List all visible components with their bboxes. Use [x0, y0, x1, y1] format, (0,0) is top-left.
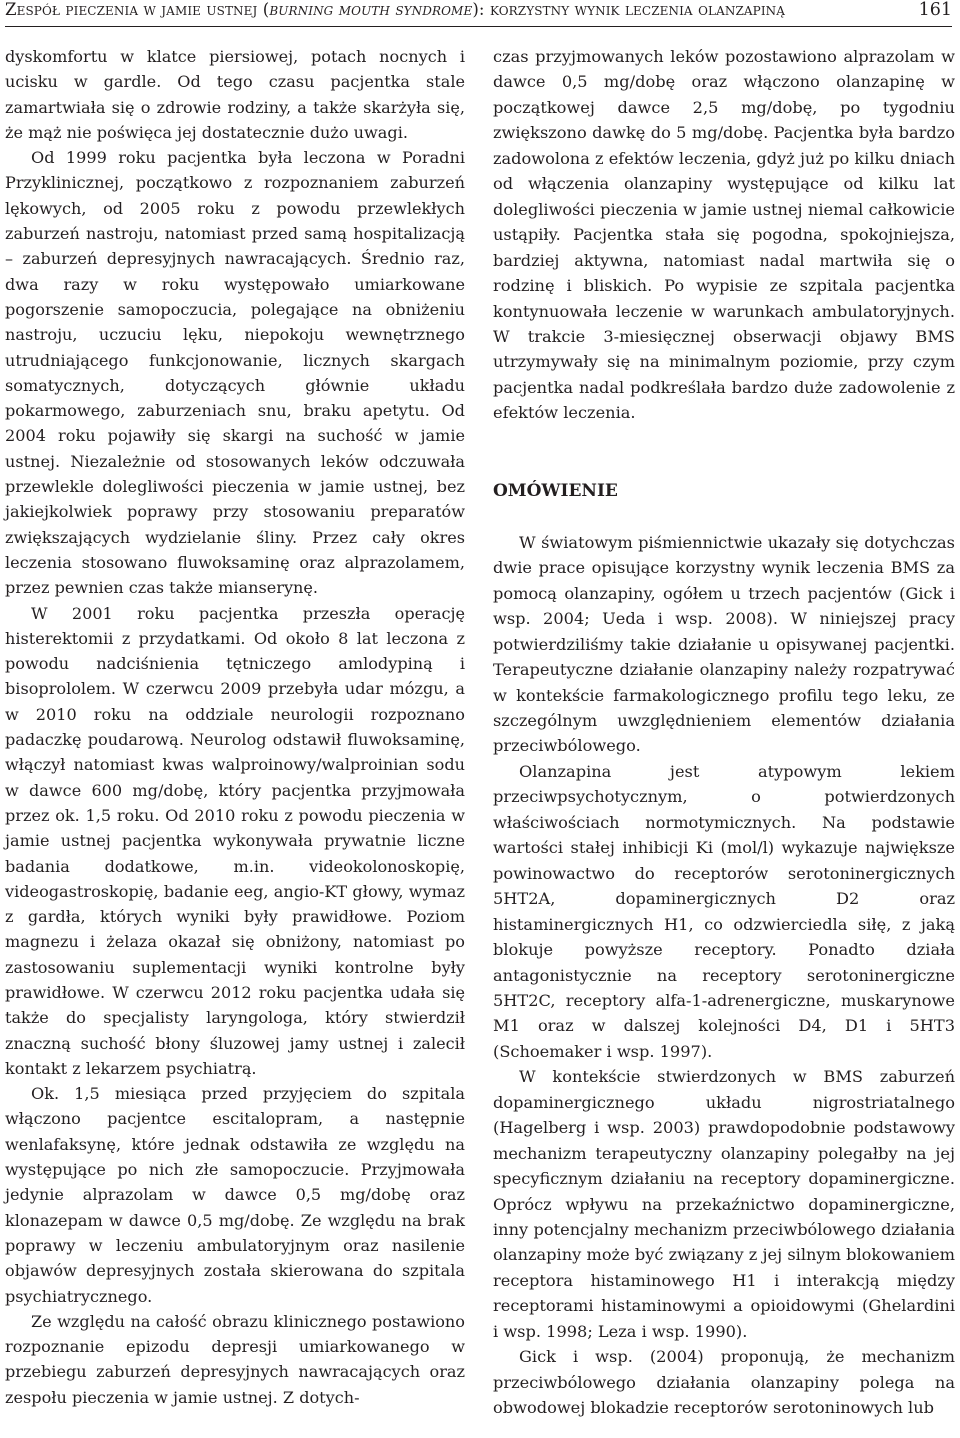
- paragraph: czas przyjmowanych leków pozostawiono alprazolam w dawce 0,5 mg/dobę oraz włączono olanzapinę w początkowej dawce 2,5 mg/dobę, po tygodniu zwiększono dawkę do 5 mg/dobę. Pacjentka była bardzo zadowolona z efektów leczenia, gdyż już po kilku dniach od włączenia olanzapiny występujące od kilku lat dolegliwości pieczenia w jamie ustnej niemal całkowicie ustąpiły. Pacjentka stała się pogodna, spokojniejsza, bardziej aktywna, natomiast nadal martwiła się o rodzinę i bliskich. Po wypisie ze szpitala pacjentka kontynuowała leczenie w warunkach ambulatoryjnych. W trakcie 3-miesięcznej obserwacji objawy BMS utrzymywały się na minimalnym poziomie, przy czym pacjentka nadal podkreślała bardzo duże zadowolenie z efektów leczenia.: [493, 47, 955, 423]
- paragraph: Od 1999 roku pacjentka była leczona w Poradni Przyklinicznej, początkowo z rozpoznaniem zaburzeń lękowych, od 2005 roku z powodu przewlekłych zaburzeń nastroju, natomiast przed samą hospitalizacją – zaburzeń depresyjnych nawracających. Średnio raz, dwa razy w roku występowało umiarkowane pogorszenie samopoczucia, polegające na obniżeniu nastroju, uczuciu lęku, niepokoju wewnętrznego utrudniającego funkcjonowanie, licznych skargach somatycznych, dotyczących głównie układu pokarmowego, zaburzeniach snu, braku apetytu. Od 2004 roku pojawiły się skargi na suchość w jamie ustnej. Niezależnie od stosowanych leków odczuwała przewlekle dolegliwości pieczenia w jamie ustnej, bez jakiejkolwiek poprawy przy stosowaniu preparatów zwiększających wydzielanie śliny. Przez cały okres leczenia stosowano fluwoksaminę oraz alprazolamem, przez pewnien czas także mianserynę.: [5, 148, 465, 598]
- running-header: [5, 0, 952, 27]
- paragraph: Ze względu na całość obrazu klinicznego postawiono rozpoznanie epizodu depresji umiarkowanego w przebiegu zaburzeń depresyjnych nawracających oraz zespołu pieczenia w jamie ustnej. Z dotych-: [5, 1311, 465, 1407]
- paragraph: W kontekście stwierdzonych w BMS zaburzeń dopaminergicznego układu nigrostriatalnego (Hagelberg i wsp. 2003) prawdopodobnie podstawowy mechanizm terapeutyczny olanzapiny polegałby na jej specyficznym działaniu na receptory dopaminergiczne. Oprócz wpływu na przekaźnictwo dopaminergiczne, inny potencjalny mechanizm przeciwbólowego działania olanzapiny może być związany z jej silnym blokowaniem receptora histaminowego H1 i interakcją między receptorami histaminowymi a opioidowymi (Ghelardini i wsp. 1998; Leza i wsp. 1990).: [493, 1067, 955, 1341]
- paragraph: Olanzapina jest atypowym lekiem przeciwpsychotycznym, o potwierdzonych właściwościach normotymicznych. Na podstawie wartości stałej inhibicji Ki (mol/l) wykazuje największe powinowactwo do receptorów serotoninergicznych 5HT2A, dopaminergicznych D2 oraz histaminergicznych H1, co odzwierciedla siłę, z jaką blokuje powyższe receptory. Ponadto działa antagonistycznie na receptory serotoninergiczne 5HT2C, receptory alfa-1-adrenergiczne, muskarynowe M1 oraz w dalszej kolejności D4, D1 i 5HT3 (Schoemaker i wsp. 1997).: [493, 761, 955, 1061]
- english-term: burning mouth syndrome: [269, 0, 473, 19]
- left-column: [5, 44, 465, 1410]
- section-heading: OMÓWIENIE: [493, 480, 618, 501]
- section-spacer: [493, 426, 955, 478]
- heading-spacer: [493, 504, 955, 530]
- paragraph: dyskomfortu w klatce piersiowej, potach nocnych i ucisku w gardle. Od tego czasu pacjentka stale zamartwiała się o zdrowie rodziny, a także skarżyła się, że mąż nie poświęca jej dostatecznie dużo uwagi.: [5, 47, 465, 142]
- paragraph: W 2001 roku pacjentka przeszła operację histerektomii z przydatkami. Od około 8 lat leczona z powodu nadciśnienia tętniczego amlodypiną i bisoprololem. W czerwcu 2009 przebyła udar mózgu, a w 2010 roku na oddziale neurologii rozpoznano padaczkę poudarową. Neurolog odstawił fluwoksaminę, włączył natomiast kwas walproinowy/walproinian sodu w dawce 600 mg/dobę, który pacjentka przyjmowała przez ok. 1,5 roku. Od 2010 roku z powodu pieczenia w jamie ustnej pacjentka wykonywała prywatnie liczne badania dodatkowe, m.in. videokolonoskopię, videogastroskopię, badanie eeg, angio-KT głowy, wymaz z gardła, których wyniki były prawidłowe. Poziom magnezu i żelaza okazał się obniżony, natomiast po zastosowaniu suplementacji wyniki kontrolne były prawidłowe. W czerwcu 2012 roku pacjentka udała się także do specjalisty laryngologa, który stwierdził znaczną suchość błony śluzowej jamy ustnej i zalecił kontakt z lekarzem psychiatrą.: [5, 603, 465, 1078]
- right-column: [493, 44, 955, 1421]
- running-title: Zespół pieczenia w jamie ustnej (burning mouth syndrome): korzystny wynik leczenia olanzapiną: [5, 0, 786, 19]
- page-number: 161: [918, 0, 952, 20]
- paragraph: W światowym piśmiennictwie ukazały się dotychczas dwie prace opisujące korzystny wynik leczenia BMS za pomocą olanzapiny, ogółem u trzech pacjentów (Gick i wsp. 2004; Ueda i wsp. 2008). W niniejszej pracy potwierdziliśmy takie działanie u opisywanej pacjentki. Terapeutyczne działanie olanzapiny należy rozpatrywać w kontekście farmakologicznego profilu tego leku, ze szczególnym uwzględnieniem elementów działania przeciwbólowego.: [493, 532, 955, 756]
- paragraph: Ok. 1,5 miesiąca przed przyjęciem do szpitala włączono pacjentce escitalopram, a następnie wenlafaksynę, które jednak odstawiła ze względu na występujące po nich złe samopoczucie. Przyjmowała jedynie alprazolam w dawce 0,5 mg/dobę oraz klonazepam w dawce 0,5 mg/dobę. Ze względu na brak poprawy w leczeniu ambulatoryjnym oraz nasilenie objawów depresyjnych została skierowana do szpitala psychiatrycznego.: [5, 1084, 465, 1306]
- paragraph: Gick i wsp. (2004) proponują, że mechanizm przeciwbólowego działania olanzapiny polega na obwodowej blokadzie receptorów serotoninowych lub: [493, 1347, 955, 1418]
